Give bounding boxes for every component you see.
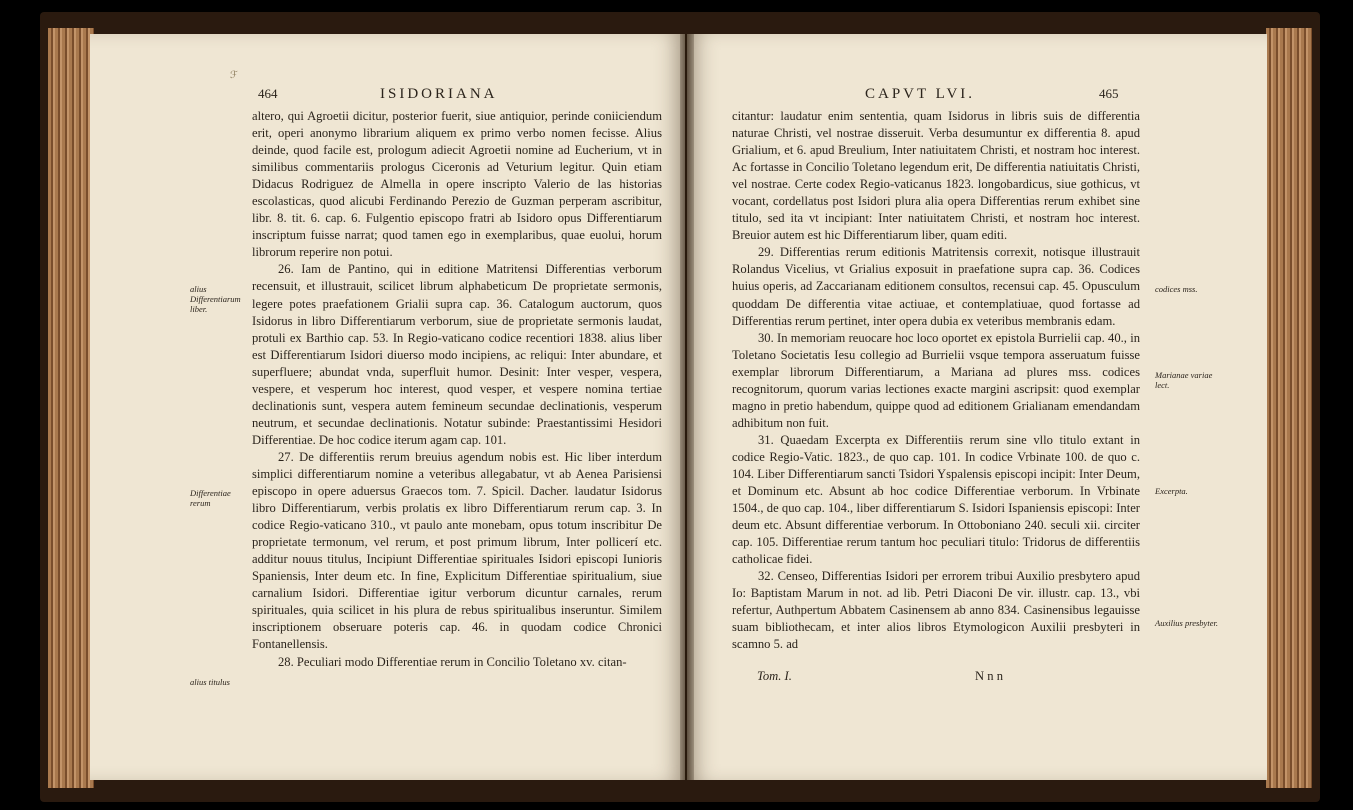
- running-title-left: ISIDORIANA: [380, 86, 498, 102]
- ink-mark: ℱ: [230, 70, 238, 81]
- page-number-left: 464: [258, 86, 278, 101]
- paragraph: citantur: laudatur enim sententia, quam Isidorus in libris suis de differentia naturae Christi, vel nostrae disseruit. Verba desumuntur ex differentia 8. apud Grialium, et 6. apud Breulium, Inter natiuitatem Christi, et nostram hoc interest. Ac fortasse in Concilio Toletano legendum erit, De differentia natiuitatis Christi, vel nostrae. Certe codex Regio-vaticanus 1823. longobardicus, siue gothicus, vt vocant, cordellatus post Isidori plura alia opera Differentias rerum exhibet sine titulo, sed ita vt incipiant: Inter natiuitatem Christi, et nostram hoc interest. Breuior autem est hic Differentiarum liber, quam editi.: [732, 109, 1140, 243]
- paragraph: 29. Differentias rerum editionis Matritensis correxit, notisque illustrauit Rolandus Vicelius, vt Grialius exposuit in praefatione supra cap. 36. Codices huius operis, ad Zaccarianam editionem consultos, recensui cap. 45. Opusculum quoddam De differentia vitae actiuae, et contemplatiuae, quod fortasse ad Differentias rerum pertinet, inter opera dubia ex veteribus membranis edam.: [732, 245, 1140, 328]
- paragraph: 27. De differentiis rerum breuius agendum nobis est. Hic liber interdum simplici differentiarum nomine a veteribus allegabatur, vt ab Aenea Parisiensi episcopo in opere aduersus Graecos tom. 7. Spicil. Dacher. laudatur Isidorus libro Differentiarum, verbis prolatis ex libro Differentiarum rerum cap. 3. In codice Regio-vaticano 310., vt paulo ante monebam, opus totum inscribitur De proprietate termonum, vel rerum, et post primum librum, Inter pollicerí etc. additur nouus titulus, Incipiunt Differentiae spirituales Isidori episcopi Iunioris Spaniensis, Inter deum etc. In fine, Explicitum Differentiae spiritualium, siue carnalium Isidori. Differentiae igitur verborum dicuntur carnales, rerum spirituales, quia scilicet in his plura de rebus spiritualibus inseruntur. Similem inscriptionem obseruare poteris cap. 46. in quodam codice Chronici Fontanellensis.: [252, 449, 662, 652]
- gutter-shadow: [680, 34, 694, 780]
- right-text-column: [732, 108, 1140, 654]
- left-text-column: [252, 108, 662, 671]
- side-note: codices mss.: [1155, 284, 1198, 294]
- running-title-right: CAPVT LVI.: [865, 86, 976, 102]
- paragraph: 28. Peculiari modo Differentiae rerum in Concilio Toletano xv. citan-: [278, 654, 627, 669]
- right-page-edges: [1266, 28, 1312, 788]
- paragraph: 31. Quaedam Excerpta ex Differentiis rerum sine vllo titulo extant in codice Regio-Vatic. 1823., de quo cap. 101. In codice Vrbinate 100. de quo c. 104. Liber Differentiarum sancti Tsidori Yspalensis episcopi incipit: Inter Deum, et Dominum etc. Absunt ab hoc codice Differentiae verborum. In Vrbinate 1504., de quo cap. 104., liber differentiarum S. Isidori Ispaniensis episcopi: Inter deum etc. Absunt differentiae verborum. In Ottoboniano 240. seculi xii. circiter cap. 105. Differentiae rerum tantum hoc peculiari titulo: Tridorus de differentiis catholicae fidei.: [732, 432, 1140, 567]
- left-page: [90, 34, 685, 780]
- side-note: Marianae variae lect.: [1155, 370, 1213, 390]
- signature-mark: N n n: [975, 669, 1003, 683]
- side-note: alius Differentiarum liber.: [190, 284, 241, 314]
- volume-footer: Tom. I.: [757, 669, 792, 683]
- paragraph: 26. Iam de Pantino, qui in editione Matritensi Differentias verborum recensuit, et illustrauit, scilicet librum alphabeticum De proprietate sermonis, legere potes praefationem Grialii supra cap. 36. Catalogum auctorum, quos Isidorus in libro Differentiarum verborum, siue de proprietate sermonis laudat, protuli ex Barthio cap. 53. In Regio-vaticano codice recentiori 1838. alius liber est Differentiarum Isidori diuerso modo incipiens, ac reliqui: Inter abundare, et superfluere; abundat vnda, superfluit humor. Desinit: Inter vesper, vespera, vespere, et vesperum hoc interest, quod vesper, et vespere nomina tertiae declinationis sunt, vespera autem femineum secundae declinationis, vesperum neutrum, et secundae declinationis. Notatur subinde: Praestantissimi Hesidori Differentiae. De hoc codice iterum agam cap. 101.: [252, 262, 662, 447]
- page-number-right: 465: [1099, 86, 1119, 101]
- paragraph: 30. In memoriam reuocare hoc loco oportet ex epistola Burrielii cap. 40., in Toletano Societatis Iesu collegio ad Burrielii vsque tempora asseruatum fuisse exemplar librorum Differentiarum, a Mariana ad plures mss. codices recognitorum, quorum varias lectiones exacte margini ascripsit: quod exemplar magno in pretio habendum, quippe quod ad editionem Grialianam emendandam adhibitum non fuit.: [732, 330, 1140, 430]
- paragraph: altero, qui Agroetii dicitur, posterior fuerit, siue antiquior, perinde coniiciendum erit, operi anonymo librarium aliquem ex primo verbo nomen fecisse. Alius deinde, quod facile est, prologum adiecit Agroetii nomine ad Eucherium, vt in similibus commentariis prologus Ciceronis ad Veturium legitur. Quin etiam Didacus Rodriguez de Almella in opere inscripto Valerio de las historias escolasticas, quod alicubi Ferdinando Perezio de Guzman perperam ascribitur, libr. 8. tit. 6. cap. 6. Fulgentio episcopo fratri ab Isidoro opus Differentiarum inscriptum fuisse narrat; quod tamen ego in exemplaribus, quae euolui, horum librorum reperire non potui.: [252, 109, 662, 260]
- right-page: [687, 34, 1267, 780]
- left-page-edges: [48, 28, 94, 788]
- paragraph: 32. Censeo, Differentias Isidori per errorem tribui Auxilio presbytero apud Io: Baptistam Marum in not. ad lib. Petri Diaconi De vir. illustr. cap. 13., vbi refertur, Authpertum Abbatem Casinensem ab anno 834. Casinensibus legauisse suam bibliothecam, et inter alios libros Etymologicon Auxilii presbyteri in scamno 5. ad: [732, 569, 1140, 652]
- side-note: Excerpta.: [1155, 486, 1188, 496]
- side-note: Auxilius presbyter.: [1155, 618, 1218, 628]
- book-spread: [40, 12, 1320, 802]
- side-note: alius titulus: [190, 677, 230, 687]
- side-note: Differentiae rerum: [190, 488, 231, 508]
